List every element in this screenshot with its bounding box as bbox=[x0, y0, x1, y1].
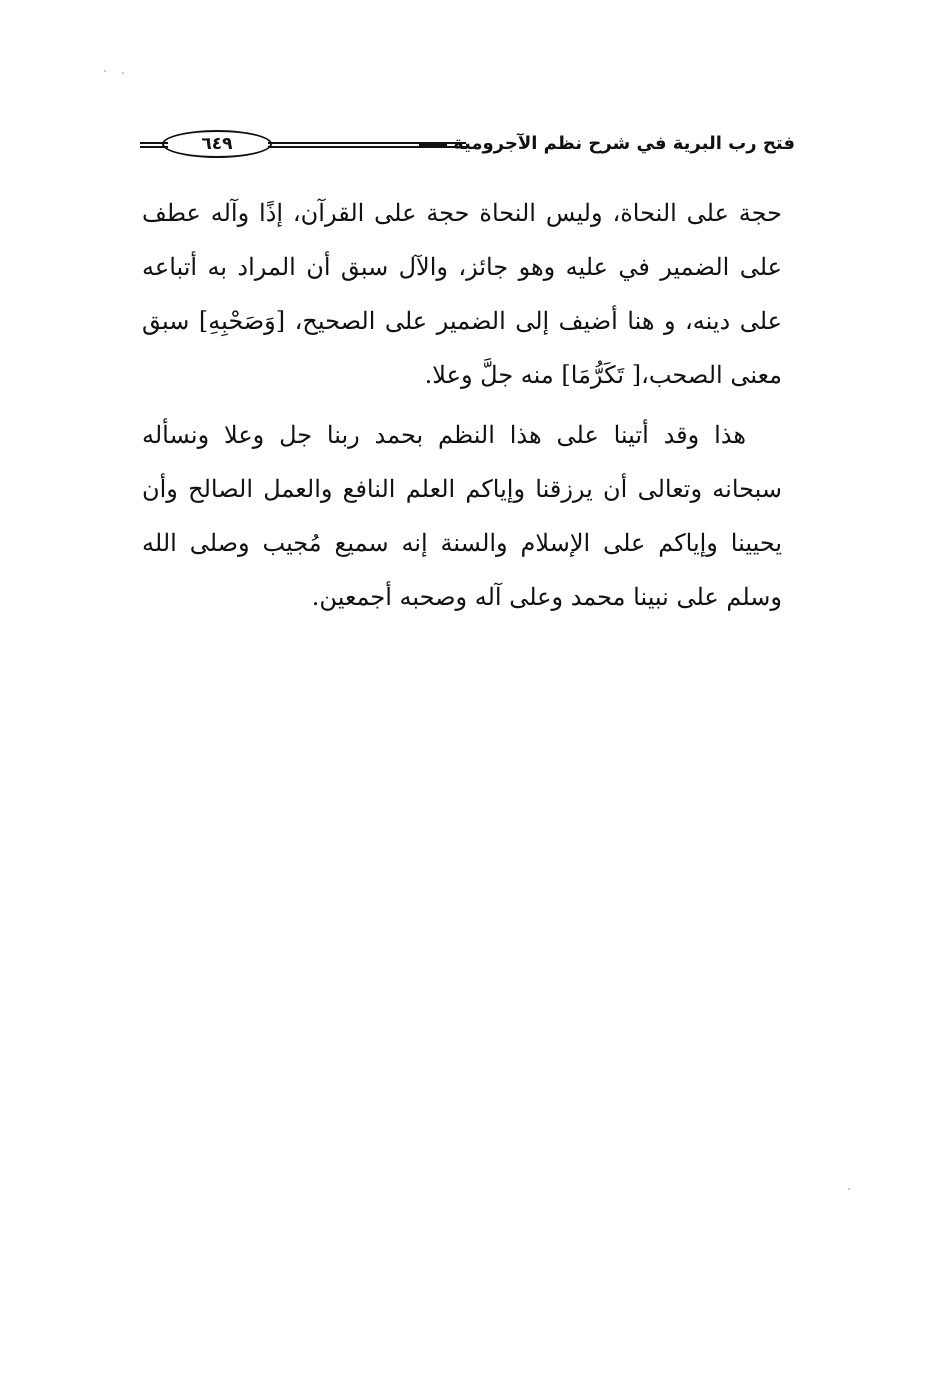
paragraph-2: هذا وقد أتينا على هذا النظم بحمد ربنا جل وعلا ونسأله سبحانه وتعالى أن يرزقنا وإياكم العلم النافع والعمل الصالح وأن يحيينا وإياكم على الإسلام والسنة إنه سميع مُجيب وصلى الله وسلم على نبينا محمد وعلى آله وصحبه أجمعين. bbox=[142, 421, 782, 611]
running-header bbox=[140, 128, 795, 162]
page-body bbox=[142, 186, 782, 624]
paragraph-1: حجة على النحاة، وليس النحاة حجة على القرآن، إذًا وآله عطف على الضمير في عليه وهو جائز، والآل سبق أن المراد به أتباعه على دينه، و هنا أضيف إلى الضمير على الصحيح، [وَصَحْبِهِ] سبق معنى الصحب،[ تَكَرُّمَا] منه جلَّ وعلا. bbox=[142, 199, 782, 389]
header-dash bbox=[419, 142, 447, 146]
scan-speck bbox=[122, 72, 124, 74]
header-title-wrap bbox=[413, 132, 795, 156]
scan-speck bbox=[848, 1188, 850, 1190]
page-number: ٦٤٩ bbox=[162, 130, 272, 158]
scan-speck bbox=[104, 70, 106, 72]
book-title: فتح رب البرية في شرح نظم الآجرومية bbox=[453, 133, 795, 154]
